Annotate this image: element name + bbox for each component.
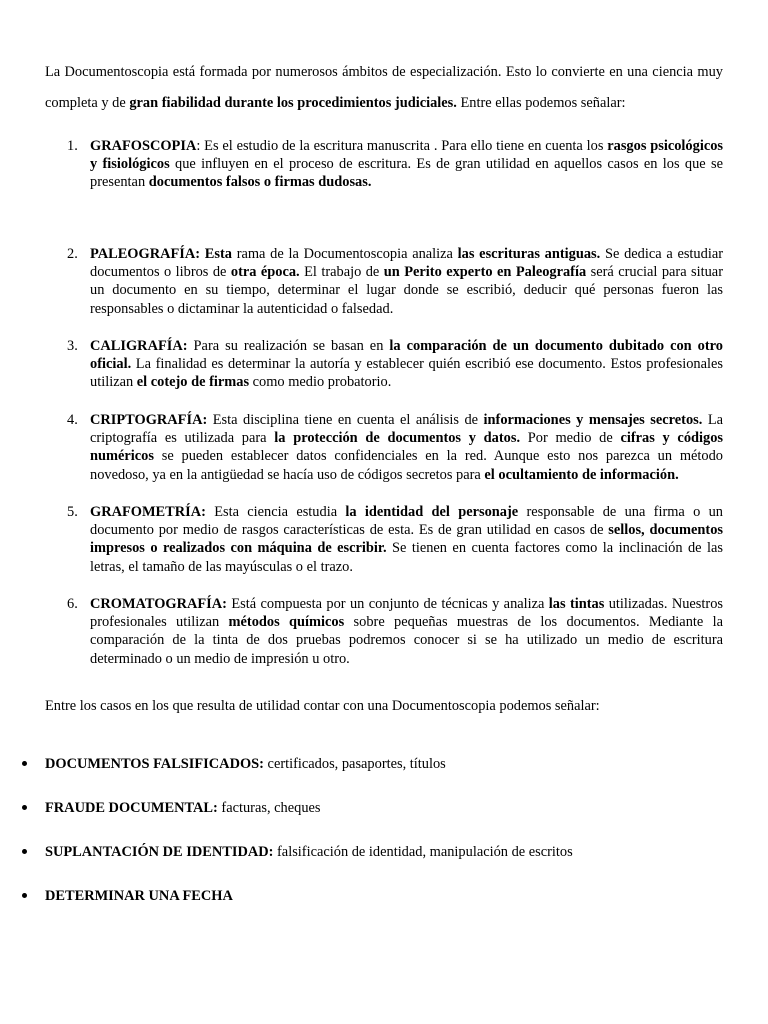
bullet-dot xyxy=(22,761,27,766)
item-text: responsable de una firma o un documento por medio de rasgos características de esta. Es de gran utilidad en casos de xyxy=(90,504,723,539)
item-text: utilizadas. Nuestros profesionales utilizan xyxy=(90,596,723,631)
item-term: GRAFOMETRÍA: xyxy=(90,504,206,520)
item-text: La finalidad es determinar la autoría y establecer quién escribió ese documento. Estos profesionales utilizan xyxy=(90,356,723,391)
item-text: Se dedica a estudiar documentos o libros de xyxy=(90,246,723,281)
item-bold: el ocultamiento de información. xyxy=(484,466,679,483)
item-number: 4. xyxy=(67,412,78,428)
bullet-item xyxy=(45,755,446,773)
item-text: que influyen en el proceso de escritura. Es de gran utilidad en aquellos casos en los que se presentan xyxy=(90,156,723,191)
item-text: Se tienen en cuenta factores como la inclinación de las letras, el tamaño de las mayúsculas o el trazo. xyxy=(90,540,723,575)
item-text: como medio probatorio. xyxy=(249,374,392,391)
item-text: Para su realización se basan en xyxy=(187,338,390,354)
item-bold: métodos químicos xyxy=(228,614,345,631)
bullet-dot xyxy=(22,893,27,898)
bullet-term: DOCUMENTOS FALSIFICADOS: xyxy=(45,756,264,772)
bullet-text: certificados, pasaportes, títulos xyxy=(263,756,446,772)
item-term: GRAFOSCOPIA xyxy=(90,138,197,154)
bullet-term: DETERMINAR UNA FECHA xyxy=(45,888,233,904)
item-bold: documentos falsos o firmas dudosas. xyxy=(148,174,372,191)
intro-bold: gran fiabilidad durante los procedimientos judiciales. xyxy=(129,95,457,111)
intro-text-end: Entre ellas podemos señalar: xyxy=(456,95,626,111)
bullet-text: falsificación de identidad, manipulación de escritos xyxy=(273,844,573,860)
item-bold: la comparación de un documento dubitado con otro oficial. xyxy=(90,338,723,373)
item-bold: sellos, documentos impresos o realizados con máquina de escribir. xyxy=(90,522,723,557)
item-text: Está compuesta por un conjunto de técnicas y analiza xyxy=(226,596,549,612)
item-number: 6. xyxy=(67,596,78,612)
list-item-criptografia xyxy=(67,411,724,484)
item-term: PALEOGRAFÍA: Esta xyxy=(90,246,232,262)
list-item-cromatografia xyxy=(67,595,723,668)
list-item-grafoscopia xyxy=(67,137,723,192)
item-number: 5. xyxy=(67,504,78,520)
item-bold: el cotejo de firmas xyxy=(136,374,250,391)
item-number: 3. xyxy=(67,338,78,354)
item-text: : Es el estudio de la escritura manuscrita . Para ello tiene en cuenta los xyxy=(196,138,608,154)
bullet-term: FRAUDE DOCUMENTAL: xyxy=(45,800,218,816)
item-term: CALIGRAFÍA: xyxy=(90,338,188,354)
list-item-grafometria xyxy=(67,503,723,576)
bullet-item xyxy=(45,799,321,817)
item-text: El trabajo de xyxy=(299,264,384,281)
item-number: 1. xyxy=(67,138,78,154)
bullet-text: facturas, cheques xyxy=(217,800,321,816)
bullet-item xyxy=(45,887,233,905)
item-text: rama de la Documentoscopia analiza xyxy=(231,246,458,262)
list-item-caligrafia xyxy=(67,337,723,392)
item-text: La criptografía es utilizada para xyxy=(90,412,724,447)
item-bold: cifras y códigos numéricos xyxy=(90,430,724,465)
item-bold: la identidad del personaje xyxy=(345,504,519,520)
item-bold: otra época. xyxy=(230,264,300,281)
list-item-paleografia xyxy=(67,245,723,318)
item-text: será crucial para situar un documento en su tiempo, determinar el lugar donde se escribió, deducir qué personas fueron las responsables o dictaminar la autenticidad o falsedad. xyxy=(90,264,723,317)
bullet-term: SUPLANTACIÓN DE IDENTIDAD: xyxy=(45,844,274,860)
item-text: Por medio de xyxy=(520,430,621,447)
intro-text: La Documentoscopia está formada por numerosos ámbitos de especialización. Esto lo convierte en una ciencia muy completa y de xyxy=(45,64,723,111)
item-bold: informaciones y mensajes secretos. xyxy=(483,412,703,428)
item-number: 2. xyxy=(67,246,78,262)
item-term: CRIPTOGRAFÍA: xyxy=(90,412,208,428)
item-bold: rasgos psicológicos y fisiológicos xyxy=(90,138,723,173)
item-text: se pueden establecer datos confidenciales en la red. Aunque esto nos parezca un método novedoso, ya en la antigüedad se hacía uso de códigos secretos para xyxy=(90,448,723,483)
bullet-item xyxy=(45,843,573,861)
item-bold: la protección de documentos y datos. xyxy=(274,430,521,447)
item-text: sobre pequeñas muestras de los documentos. Mediante la comparación de la tinta de dos pruebas podremos conocer si se ha utilizado un medio de escritura determinado o un medio de impresión u otro. xyxy=(90,614,723,667)
bullet-dot xyxy=(22,805,27,810)
outro-paragraph: Entre los casos en los que resulta de utilidad contar con una Documentoscopia podemos señalar: xyxy=(45,698,600,714)
intro-paragraph xyxy=(45,57,723,119)
item-text: Esta disciplina tiene en cuenta el análisis de xyxy=(207,412,484,428)
item-term: CROMATOGRAFÍA: xyxy=(90,596,227,612)
item-bold: las escrituras antiguas. xyxy=(457,246,601,262)
bullet-dot xyxy=(22,849,27,854)
item-bold: las tintas xyxy=(548,596,605,612)
item-bold: un Perito experto en Paleografía xyxy=(383,264,587,281)
item-text: Esta ciencia estudia xyxy=(205,504,346,520)
